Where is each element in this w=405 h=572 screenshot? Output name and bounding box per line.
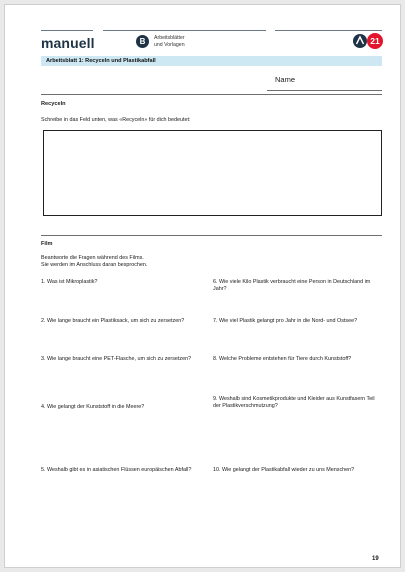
- publisher-logo-icon: [352, 32, 384, 50]
- question-4: 4. Wie gelangt der Kunststoff in die Meere?: [41, 404, 145, 410]
- section-badge: B: [136, 35, 149, 48]
- name-section-divider: [41, 94, 382, 95]
- question-8: 8. Welche Probleme entstehen für Tiere durch Kunststoff?: [213, 356, 352, 362]
- brand-logo-text: manuell: [41, 35, 95, 51]
- worksheet-page: [4, 4, 401, 568]
- header-rule-middle: [103, 30, 266, 31]
- question-1: 1. Was ist Mikroplastik?: [41, 279, 98, 285]
- header-rule-left: [41, 30, 93, 31]
- header-rule-right: [275, 30, 382, 31]
- question-3: 3. Wie lange braucht eine PET-Flasche, um sich zu zersetzen?: [41, 356, 192, 362]
- film-intro: [41, 255, 147, 269]
- question-10: 10. Wie gelangt der Plastikabfall wieder zu uns Menschen?: [213, 467, 355, 473]
- name-underline: [267, 90, 382, 91]
- recyceln-instruction: Schreibe in das Feld unten, was «Recyceln» für dich bedeutet:: [41, 117, 191, 123]
- worksheet-title: Arbeitsblatt 1: Recyceln und Plastikabfall: [41, 56, 382, 66]
- recyceln-answer-box[interactable]: [43, 130, 382, 216]
- question-2: 2. Wie lange braucht ein Plastiksack, um sich zu zersetzen?: [41, 318, 185, 324]
- name-label: Name: [275, 75, 296, 84]
- question-7: 7. Wie viel Plastik gelangt pro Jahr in die Nord- und Ostsee?: [213, 318, 358, 324]
- film-intro-line1: Beantworte die Fragen während des Films.: [41, 255, 144, 261]
- film-intro-line2: Sie werden im Anschluss daran besprochen.: [41, 262, 148, 268]
- badge-caption: [154, 35, 185, 48]
- film-section-divider: [41, 235, 382, 236]
- question-9: 9. Weshalb sind Kosmetikprodukte und Kleider aus Kunstfasern Teil der Plastikverschmutzung?: [213, 396, 375, 409]
- question-6: 6. Wie viele Kilo Plastik verbraucht eine Person in Deutschland im Jahr?: [213, 279, 371, 292]
- badge-caption-line2: und Vorlagen: [154, 41, 185, 48]
- logo-number: 21: [370, 36, 380, 46]
- film-heading: Film: [41, 241, 53, 247]
- badge-caption-line1: Arbeitsblätter: [154, 35, 185, 41]
- page-number: 19: [372, 556, 379, 562]
- question-5: 5. Weshalb gibt es in asiatischen Flüssen europäischen Abfall?: [41, 467, 192, 473]
- recyceln-heading: Recyceln: [41, 101, 66, 107]
